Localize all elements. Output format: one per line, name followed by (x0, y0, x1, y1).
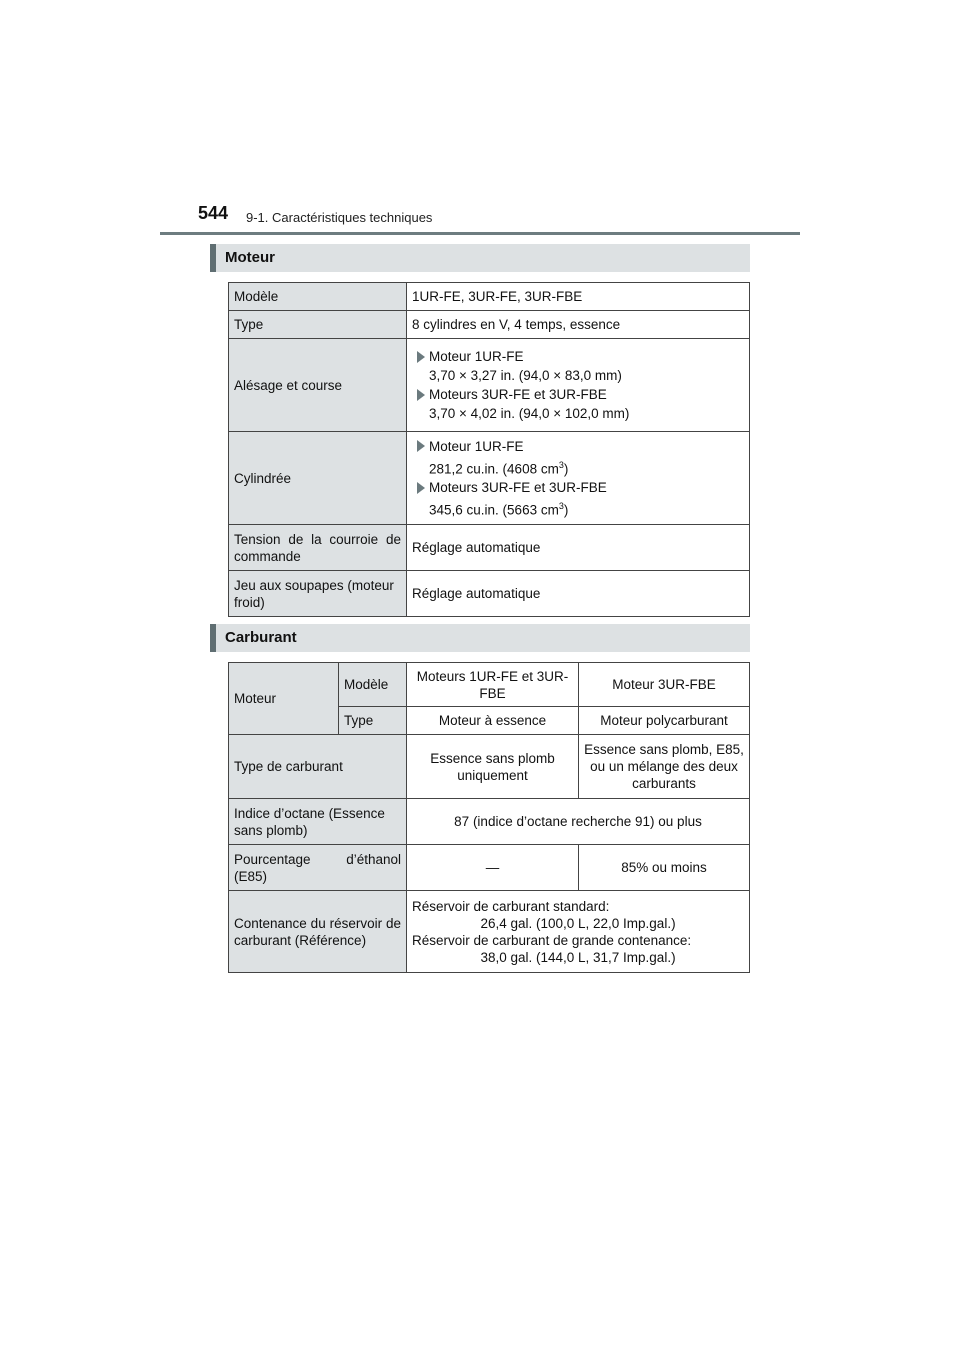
reservoir-standard-value: 26,4 gal. (100,0 L, 22,0 Imp.gal.) (480, 915, 676, 931)
table-row (229, 799, 750, 845)
engine-spec-table (228, 282, 750, 617)
table-row (229, 571, 750, 617)
fuel-spec-table (228, 662, 750, 973)
row-label: Modèle (339, 663, 407, 707)
triangle-right-icon (417, 389, 425, 401)
row-label: Alésage et course (229, 339, 407, 432)
cell-value: 85% ou moins (579, 845, 750, 891)
cell-value: Moteur à essence (407, 707, 579, 735)
table-row (229, 311, 750, 339)
page-number: 544 (198, 203, 229, 223)
spec-value-text: 281,2 cu.in. (4608 cm (429, 461, 559, 476)
spec-value (412, 457, 744, 478)
triangle-right-icon (417, 440, 425, 452)
spec-value-end: ) (563, 502, 569, 518)
row-label: Cylindrée (229, 432, 407, 525)
spec-value-end: ) (563, 461, 569, 476)
row-label: Jeu aux soupapes (moteur froid) (229, 571, 407, 617)
spec-value (412, 498, 744, 519)
cell-value: — (407, 845, 579, 891)
row-label: Type (229, 311, 407, 339)
cell-value: Essence sans plomb, E85, ou un mélange des deux carburants (579, 735, 750, 799)
table-row (229, 525, 750, 571)
section-heading-moteur: Moteur (210, 244, 750, 272)
row-label: Indice d’octane (Essence sans plomb) (229, 799, 407, 845)
reservoir-standard-label: Réservoir de carburant standard: (412, 898, 610, 914)
header-rule (160, 232, 800, 235)
row-label: Tension de la courroie de commande (229, 525, 407, 571)
spec-value-text: 345,6 cu.in. (5663 cm (429, 502, 559, 518)
reservoir-large-value: 38,0 gal. (144,0 L, 31,7 Imp.gal.) (480, 949, 676, 965)
table-row (229, 663, 750, 707)
bullet-text: Moteurs 3UR-FE et 3UR-FBE (429, 387, 607, 402)
row-label: Moteur (229, 663, 339, 735)
table-row (229, 845, 750, 891)
row-label: Contenance du réservoir de carburant (Référence) (229, 891, 407, 973)
triangle-right-icon (417, 482, 425, 494)
spec-value: 3,70 × 3,27 in. (94,0 × 83,0 mm) (429, 368, 622, 383)
row-label: Type de carburant (229, 735, 407, 799)
cell-value: Moteur 3UR-FBE (579, 663, 750, 707)
row-value: Réglage automatique (407, 571, 750, 617)
cell-value: 87 (indice d’octane recherche 91) ou plus (407, 799, 750, 845)
bullet-text: Moteur 1UR-FE (429, 349, 524, 364)
row-value: 8 cylindres en V, 4 temps, essence (407, 311, 750, 339)
superscript: 3 (558, 501, 564, 511)
row-label: Type (339, 707, 407, 735)
table-row (229, 283, 750, 311)
row-value (407, 339, 750, 432)
cell-value: Essence sans plomb uniquement (407, 735, 579, 799)
table-row (229, 735, 750, 799)
spec-value: 3,70 × 4,02 in. (94,0 × 102,0 mm) (429, 406, 630, 421)
row-label: Pourcentage d’éthanol (E85) (229, 845, 407, 891)
chapter-title: 9-1. Caractéristiques techniques (246, 210, 433, 225)
cell-value: Moteur polycarburant (579, 707, 750, 735)
cell-value (407, 891, 750, 973)
row-value (407, 432, 750, 525)
table-row (229, 339, 750, 432)
bullet-text: Moteur 1UR-FE (429, 438, 524, 454)
table-row (229, 432, 750, 525)
row-value: 1UR-FE, 3UR-FE, 3UR-FBE (407, 283, 750, 311)
bullet-text: Moteurs 3UR-FE et 3UR-FBE (429, 480, 607, 495)
row-label: Modèle (229, 283, 407, 311)
superscript: 3 (558, 459, 564, 470)
table-row (229, 891, 750, 973)
cell-value: Moteurs 1UR-FE et 3UR-FBE (407, 663, 579, 707)
reservoir-large-label: Réservoir de carburant de grande contenance: (412, 932, 692, 948)
section-heading-carburant: Carburant (210, 624, 750, 652)
row-value: Réglage automatique (407, 525, 750, 571)
triangle-right-icon (417, 351, 425, 363)
